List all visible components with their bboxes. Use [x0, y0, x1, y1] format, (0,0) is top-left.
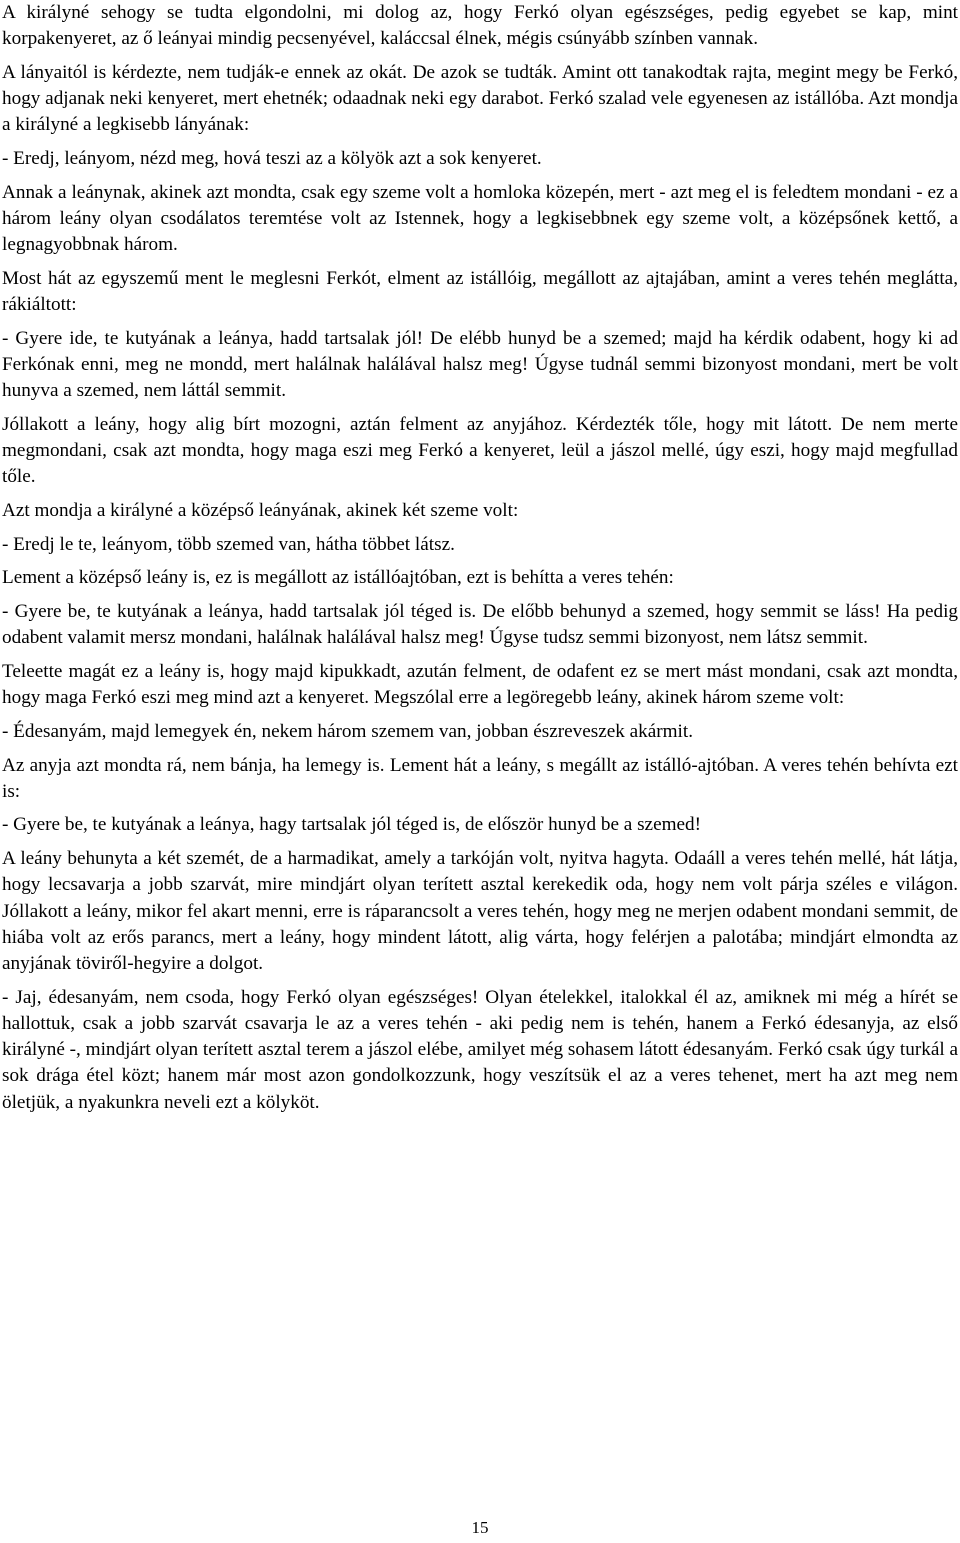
paragraph-16: A leány behunyta a két szemét, de a harmadikat, amely a tarkóján volt, nyitva hagyta. Odaáll a veres tehén mellé, hát látja, hogy lecsavarja a jobb szarvát, mire mindjárt olyan terített asztal kerekedik oda, hogy nem volt párja széles e világon. Jóllakott a leány, mikor fel akart menni, erre is ráparancsolt a veres tehén, hogy meg ne merjen odabent mondani semmit, de hiába volt az erős parancs, mert a leány, hogy mindent látott, alig várta, hogy felérjen a palotába; mindjárt elmondta az anyjának töviről-hegyire a dolgot. — [2, 848, 958, 974]
paragraph-7: Jóllakott a leány, hogy alig bírt mozogni, aztán felment az anyjához. Kérdezték tőle, hogy mit látott. De nem merte megmondani, csak azt mondta, hogy maga eszi meg Ferkó a kenyeret, leül a jászol mellé, úgy eszi, hogy majd megfullad tőle. — [2, 413, 958, 488]
body-text — [2, 0, 958, 1123]
page-number: 15 — [471, 1518, 489, 1537]
paragraph-9: - Eredj le te, leányom, több szemed van, hátha többet látsz. — [2, 533, 455, 555]
paragraph-1: A királyné sehogy se tudta elgondolni, mi dolog az, hogy Ferkó olyan egészséges, pedig egyebet se kap, mint korpakenyeret, az ő leányai mindig pecsenyével, kaláccsal élnek, mégis csúnyább színben vannak. — [2, 2, 958, 50]
paragraph-12: Teleette magát ez a leány is, hogy majd kipukkadt, azután felment, de odafent ez se mert mást mondani, csak azt mondta, hogy maga Ferkó eszi meg mind azt a kenyeret. Megszólal erre a legöregebb leány, akinek három szeme volt: — [2, 660, 958, 709]
paragraph-17: - Jaj, édesanyám, nem csoda, hogy Ferkó olyan egészséges! Olyan ételekkel, italokkal él az, amiknek mi még a hírét se hallottuk, csak a jobb szarvát csavarja le az a veres tehén - aki pedig nem is tehén, hanem a Ferkó édesanyja, az első királyné -, mindjárt olyan terített asztal terem a jászol elébe, amilyet még sohasem látott édesanyám. Ferkó csak úgy turkál a sok drága étel közt; hanem már most azon gondolkozzunk, hogy veszítsük el az a veres tehenet, mert ha azt meg nem öletjük, a nyakunkra neveli ezt a kölyköt. — [2, 986, 958, 1113]
paragraph-14: Az anyja azt mondta rá, nem bánja, ha lemegy is. Lement hát a leány, s megállt az istálló-ajtóban. A veres tehén behívta ezt is: — [2, 754, 958, 802]
paragraph-3: - Eredj, leányom, nézd meg, hová teszi az a kölyök azt a sok kenyeret. — [2, 148, 542, 170]
paragraph-6: - Gyere ide, te kutyának a leánya, hadd tartsalak jól! De elébb hunyd be a szemed; majd ha kérdik odabent, hogy ki ad Ferkónak enni, meg ne mondd, mert halálnak halálával halsz meg! Úgyse tudnál semmi bizonyost mondani, mert be volt hunyva a szemed, nem láttál semmit. — [2, 327, 958, 402]
paragraph-10: Lement a középső leány is, ez is megállott az istállóajtóban, ezt is behítta a veres tehén: — [2, 567, 674, 589]
paragraph-11: - Gyere be, te kutyának a leánya, hadd tartsalak jól téged is. De előbb behunyd a szemed, hogy semmit se láss! Ha pedig odabent valamit mersz mondani, halálnak halálával halsz meg! Úgyse tudsz semmi bizonyost, nem látsz semmit. — [2, 601, 958, 649]
paragraph-4: Annak a leánynak, akinek azt mondta, csak egy szeme volt a homloka közepén, mert - azt meg el is feledtem mondani - ez a három leány olyan csodálatos teremtése volt az Istennek, hogy a legkisebbnek egy szeme volt, a középsőnek kettő, a legnagyobbnak három. — [2, 181, 958, 256]
paragraph-2: A lányaitól is kérdezte, nem tudják-e ennek az okát. De azok se tudták. Amint ott tanakodtak rajta, megint megy be Ferkó, hogy adjanak neki kenyeret, mert ehetnék; odaadnak neki egy darabot. Ferkó szalad vele egyenesen az istállóba. Azt mondja a királyné a legkisebb lányának: — [2, 61, 958, 136]
paragraph-8: Azt mondja a királyné a középső leányának, akinek két szeme volt: — [2, 499, 519, 521]
paragraph-15: - Gyere be, te kutyának a leánya, hagy tartsalak jól téged is, de először hunyd be a szemed! — [2, 814, 702, 836]
paragraph-13: - Édesanyám, majd lemegyek én, nekem három szemem van, jobban észreveszek akármit. — [2, 720, 694, 742]
paragraph-5: Most hát az egyszemű ment le meglesni Ferkót, elment az istállóig, megállott az ajtajában, amint a veres tehén meglátta, rákiáltott: — [2, 267, 958, 316]
